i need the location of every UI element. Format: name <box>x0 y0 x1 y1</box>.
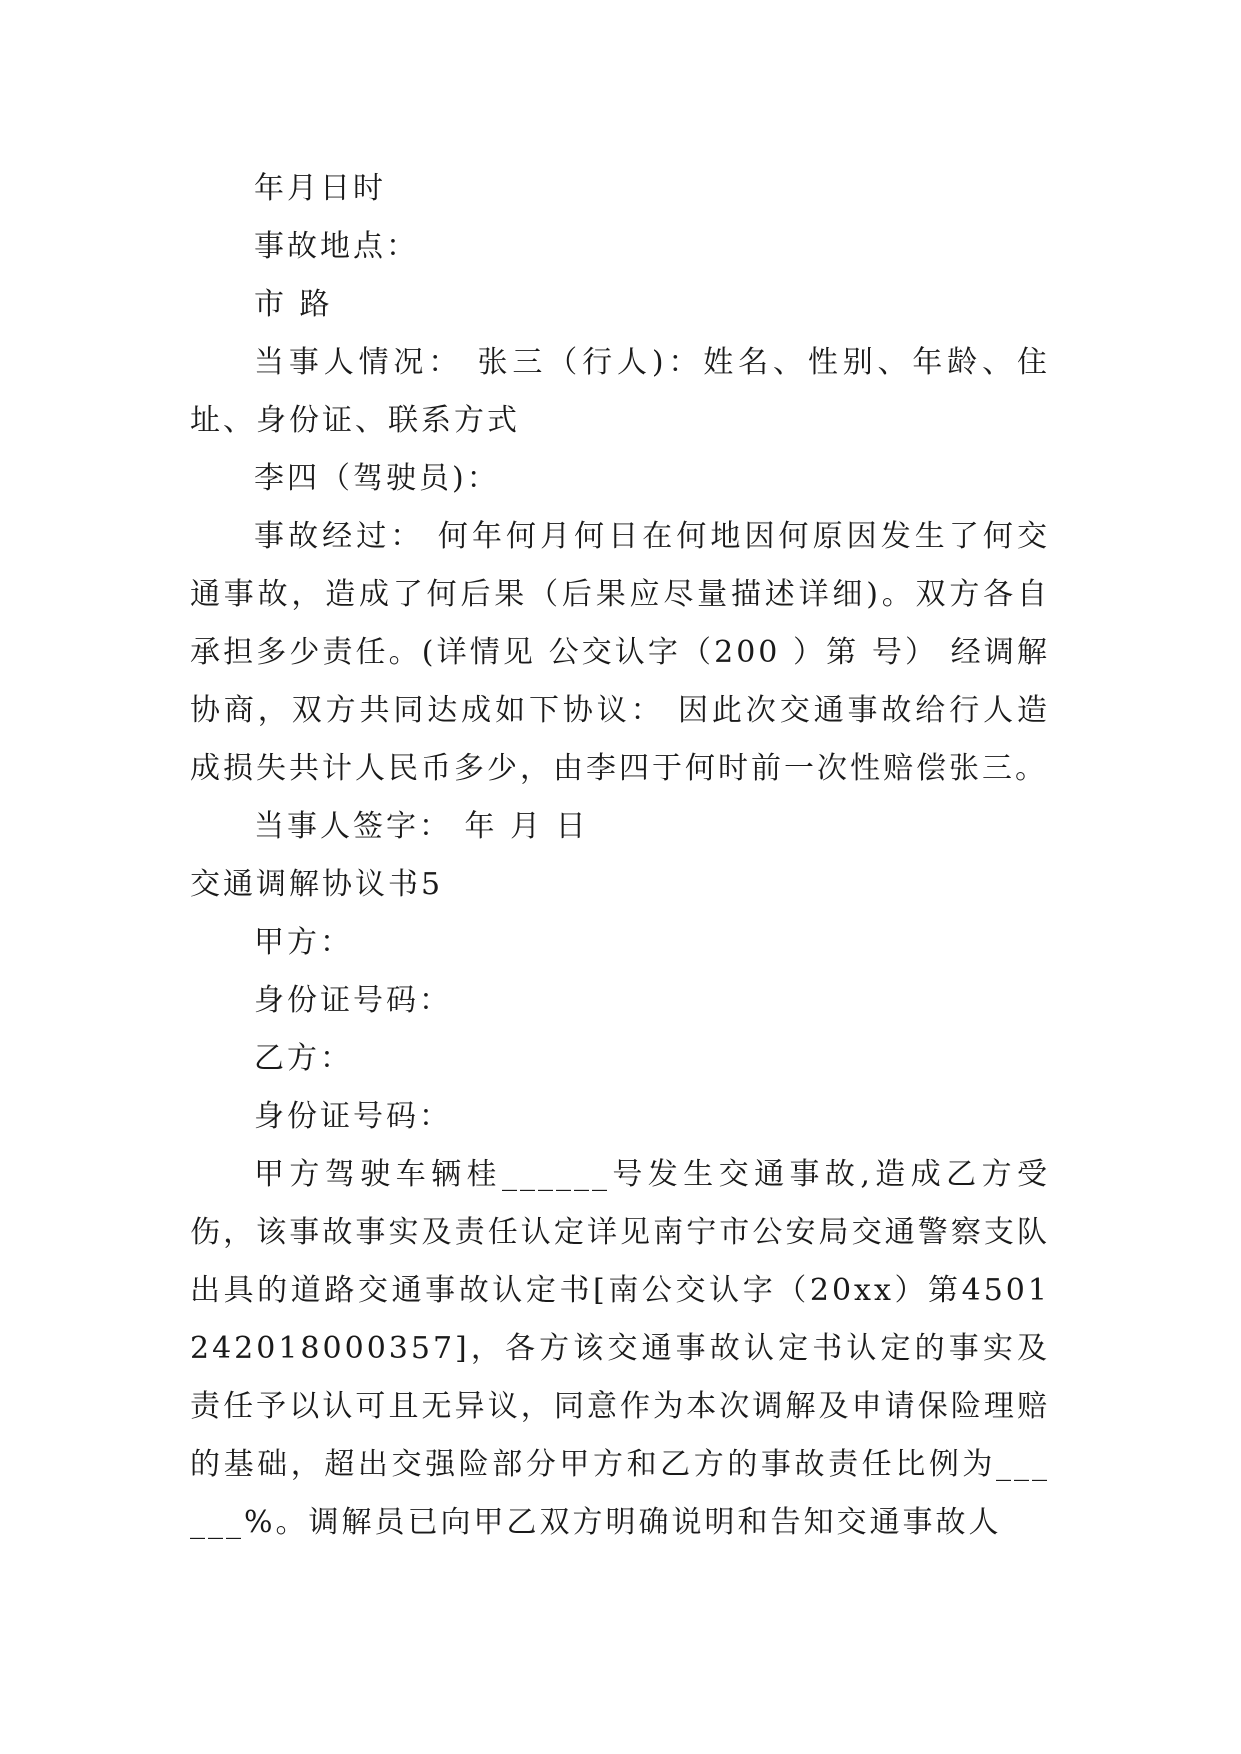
paragraph-party-info: 当事人情况： 张三（行人)：姓名、性别、年龄、住址、身份证、联系方式 <box>190 345 1050 438</box>
paragraph-party-a: 甲方： <box>254 925 353 960</box>
document-body <box>190 160 1050 1552</box>
paragraph-accident-location: 市 路 <box>254 287 333 322</box>
paragraph-accident-process: 事故经过： 何年何月何日在何地因何原因发生了何交通事故，造成了何后果（后果应尽量描述详细)。双方各自承担多少责任。(详情见 公交认字（200 ）第 号） 经调解协商，双方共同达成如下协议： 因此次交通事故给行人造成损失共计人民币多少，由李四于何时前一次性赔偿张三。 <box>190 519 1050 786</box>
paragraph-party-b: 乙方： <box>254 1041 353 1076</box>
section-title: 交通调解协议书5 <box>190 867 444 902</box>
paragraph-date-time: 年月日时 <box>254 171 386 206</box>
paragraph-accident-location-label: 事故地点： <box>254 229 419 264</box>
paragraph-driver: 李四（驾驶员)： <box>254 461 500 496</box>
paragraph-party-a-id: 身份证号码： <box>254 983 452 1018</box>
paragraph-agreement-body: 甲方驾驶车辆桂______号发生交通事故,造成乙方受伤，该事故事实及责任认定详见南宁市公安局交通警察支队出具的道路交通事故认定书[南公交认字（20xx）第4501242018000357]，各方该交通事故认定书认定的事实及责任予以认可且无异议，同意作为本次调解及申请保险理赔的基础，超出交强险部分甲方和乙方的事故责任比例为______%。调解员已向甲乙双方明确说明和告知交通事故人 <box>190 1157 1050 1540</box>
paragraph-party-b-id: 身份证号码： <box>254 1099 452 1134</box>
paragraph-signature: 当事人签字： 年 月 日 <box>254 809 589 844</box>
